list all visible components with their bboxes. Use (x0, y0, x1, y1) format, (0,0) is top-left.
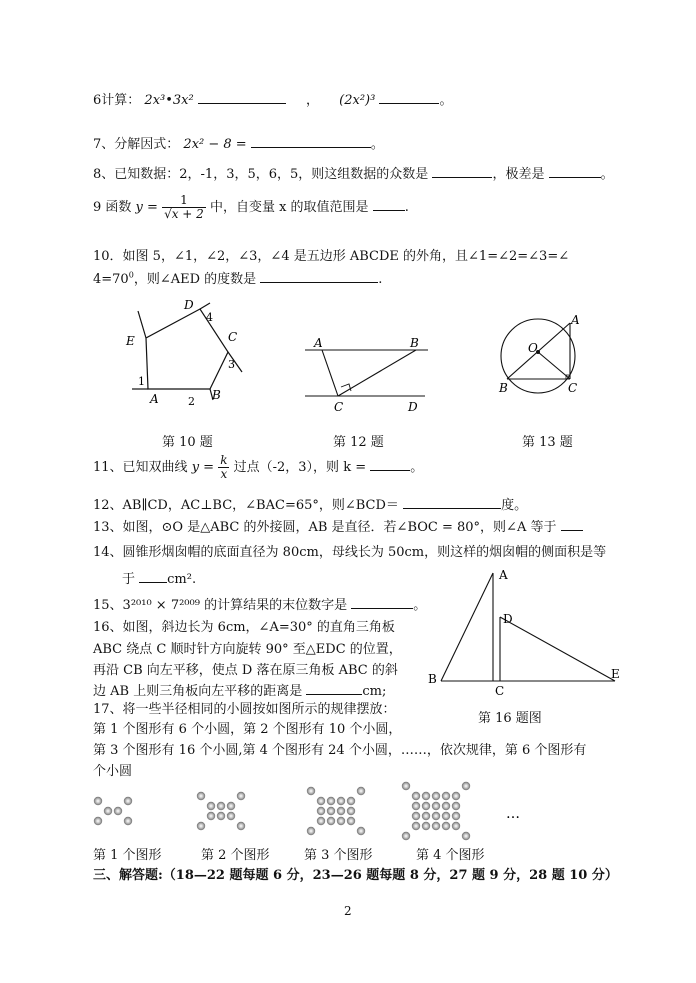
fig10-label-a: A (150, 392, 159, 406)
section-3-heading: 三、解答题:（18—22 题每题 6 分，23—26 题每题 8 分，27 题 9 分，28 题 10 分） (93, 868, 618, 883)
patterns-ellipsis: … (506, 806, 520, 822)
figure-13-circle (494, 312, 594, 412)
pattern-4-circle (452, 822, 460, 830)
q9-rest: 中，自变量 x 的取值范围是 (209, 200, 369, 216)
q8-answer-blank-1[interactable] (432, 165, 492, 178)
q14-line2a: 于 (122, 572, 136, 587)
pattern-4-circle (442, 822, 450, 830)
q7-expr: 2x² − 8 = (183, 137, 247, 152)
question-14-line-2 (122, 568, 196, 587)
q11-fraction (218, 454, 229, 481)
pattern-2-circle (217, 812, 225, 820)
fig13-label-a: A (571, 313, 580, 327)
question-17-line-3 (93, 739, 591, 758)
question-9 (93, 194, 409, 221)
fig12-caption: 第 12 题 (333, 435, 384, 450)
q14-line2b: cm². (167, 572, 197, 587)
fig12-label-a: A (314, 336, 323, 350)
pattern-1-circle (94, 797, 102, 805)
pattern-4-circle (442, 802, 450, 810)
pattern-4-circle (442, 792, 450, 800)
q10-line2b: ，则∠AED 的度数是 (133, 272, 257, 287)
pattern-2-circle (227, 802, 235, 810)
pattern-3-circle (307, 787, 315, 795)
question-17-line-4: 个小圆 (93, 764, 133, 779)
fig12-label-c: C (334, 400, 344, 414)
pattern-4-circle (432, 792, 440, 800)
question-14-line-1: 14、圆锥形烟囱帽的底面直径为 80cm，母线长为 50cm，则这样的烟囱帽的侧面积是等 (93, 545, 607, 560)
q7-label: 7、分解因式： (93, 137, 180, 152)
question-10-line-2 (93, 268, 382, 287)
fig13-label-o: O (528, 341, 538, 355)
pattern-3-circle (347, 807, 355, 815)
q6-expr2: (2x²)³ (339, 93, 376, 108)
fig10-label-3: 3 (228, 358, 235, 371)
pattern-1-circle (104, 807, 112, 815)
q13-text: 13、如图，⊙O 是△ABC 的外接圆，AB 是直径．若∠BOC = 80°，则∠A 等于 (93, 520, 557, 535)
pattern-2-circle (217, 802, 225, 810)
pattern-3-circle (357, 827, 365, 835)
question-15 (93, 594, 426, 613)
pattern-2-circle (227, 812, 235, 820)
q10-degree-sup: 0 (128, 270, 134, 280)
pattern-4-circle (422, 812, 430, 820)
q11-denominator: x (220, 467, 228, 482)
pattern-3-circle (327, 807, 335, 815)
question-12 (93, 494, 527, 513)
q6-end: 。 (439, 93, 453, 108)
fig10-label-4: 4 (206, 311, 213, 324)
fig13-label-b: B (499, 381, 508, 395)
fig16-label-c: C (495, 684, 505, 698)
question-13 (93, 516, 583, 535)
fig10-label-d: D (184, 298, 194, 312)
pattern-3-circle (317, 797, 325, 805)
pattern-3-circle (327, 817, 335, 825)
fig13-caption: 第 13 题 (522, 435, 573, 450)
question-10-line-1: 10．如图 5，∠1，∠2，∠3，∠4 是五边形 ABCDE 的外角，且∠1=∠2=∠3=∠ (93, 249, 570, 264)
q9-label: 9 函数 (93, 200, 132, 216)
q16-answer-blank[interactable] (306, 682, 362, 695)
q10-line2a: 4=70 (93, 272, 129, 287)
q9-end: . (404, 200, 409, 216)
pattern-4-circle (452, 812, 460, 820)
pattern-1-circle (124, 797, 132, 805)
pattern-3-circle (307, 827, 315, 835)
fig16-label-a: A (499, 568, 508, 582)
pattern-3-circle (357, 787, 365, 795)
pattern-4-circle (412, 822, 420, 830)
pattern-4-circle (422, 792, 430, 800)
q13-answer-blank[interactable] (561, 518, 583, 531)
pattern-4-circle (462, 832, 470, 840)
pattern-3-circle (317, 817, 325, 825)
pattern-4-circle (422, 822, 430, 830)
pattern-4-circle (402, 832, 410, 840)
q11-numerator: k (220, 453, 228, 467)
q17-line3: 第 3 个图形有 16 个小圆,第 4 个图形有 24 个小圆，……，依次规律，第 6 个图形有 (93, 743, 587, 758)
q11-answer-blank[interactable] (370, 458, 410, 471)
q6-answer-blank-2[interactable] (379, 91, 439, 104)
pattern-2-circle (207, 812, 215, 820)
q9-denominator: √x + 2 (164, 207, 204, 222)
q15-text: 15、3²⁰¹⁰ × 7²⁰⁰⁹ 的计算结果的末位数字是 (93, 598, 348, 613)
pattern-4-circle (452, 802, 460, 810)
question-16-line-3: 再沿 CB 向左平移，使点 D 落在原三角板 ABC 的斜 (93, 663, 398, 678)
q11-y: y = (191, 460, 215, 476)
fig10-label-b: B (212, 388, 221, 402)
fig10-caption: 第 10 题 (162, 435, 213, 450)
q6-answer-blank-1[interactable] (198, 91, 286, 104)
q8-mid: ，极差是 (492, 167, 545, 182)
pattern-2-circle (237, 822, 245, 830)
fig16-label-d: D (503, 612, 513, 626)
pattern-4-circle (442, 812, 450, 820)
pattern-2-circle (237, 792, 245, 800)
question-17-line-1: 17、将一些半径相同的小圆按如图所示的规律摆放： (93, 702, 396, 717)
figure-10-pentagon (118, 295, 278, 410)
pattern-1-circle (94, 817, 102, 825)
fig12-label-d: D (408, 400, 418, 414)
q6-expr1: 2x³•3x² (144, 93, 194, 108)
pattern-2-circle (207, 802, 215, 810)
q10-answer-blank[interactable] (260, 270, 378, 283)
pattern-4-caption: 第 4 个图形 (416, 848, 485, 863)
q11-end: 。 (410, 460, 424, 476)
q12-text: 12、AB∥CD，AC⊥BC，∠BAC=65°，则∠BCD＝ (93, 498, 399, 513)
pattern-2-circle (197, 822, 205, 830)
pattern-4-circle (452, 792, 460, 800)
question-11 (93, 454, 423, 481)
fig10-label-c: C (228, 330, 238, 344)
pattern-3-circle (347, 817, 355, 825)
question-6 (93, 89, 452, 108)
pattern-3-caption: 第 3 个图形 (304, 848, 373, 863)
q9-fraction (162, 194, 206, 221)
question-8 (93, 163, 614, 182)
pattern-4-circle (412, 802, 420, 810)
q10-end: . (378, 272, 383, 287)
figure-12-parallel-lines (300, 335, 435, 415)
fig10-label-e: E (126, 334, 135, 348)
q9-answer-blank[interactable] (373, 198, 405, 211)
q9-numerator: 1 (162, 194, 206, 208)
pattern-4-circle (432, 812, 440, 820)
pattern-3-circle (317, 807, 325, 815)
question-16-line-1: 16、如图，斜边长为 6cm，∠A=30° 的直角三角板 (93, 620, 395, 635)
pattern-4-circle (412, 812, 420, 820)
pattern-1-circle (114, 807, 122, 815)
pattern-3-circle (337, 797, 345, 805)
q11-label: 11、已知双曲线 (93, 460, 188, 476)
q8-end: 。 (600, 167, 614, 182)
pentagon-shape (146, 309, 228, 389)
pattern-2-caption: 第 2 个图形 (201, 848, 270, 863)
pattern-3-circle (337, 807, 345, 815)
pattern-2-circle (197, 792, 205, 800)
q7-end: 。 (370, 137, 384, 152)
question-16-line-2: ABC 绕点 C 顺时针方向旋转 90° 至△EDC 的位置， (93, 642, 402, 657)
fig16-label-b: B (428, 672, 437, 686)
pattern-1-circle (124, 817, 132, 825)
pattern-4-circle (432, 802, 440, 810)
q15-end: 。 (413, 598, 427, 613)
pattern-3-circle (347, 797, 355, 805)
question-7 (93, 133, 384, 152)
pattern-1-caption: 第 1 个图形 (93, 848, 162, 863)
pattern-4-circle (432, 822, 440, 830)
page-number: 2 (344, 904, 352, 918)
question-17-line-2: 第 1 个图形有 6 个小圆，第 2 个图形有 10 个小圆， (93, 722, 402, 737)
q16-line4b: cm; (362, 684, 387, 699)
fig16-label-e: E (611, 667, 620, 681)
q6-separator: ， (306, 93, 320, 108)
q9-y: y = (135, 200, 158, 216)
pattern-4-circle (462, 782, 470, 790)
pattern-4-circle (412, 792, 420, 800)
q12-end: 度。 (501, 498, 528, 513)
figure-16-triangles (425, 565, 630, 700)
q12-answer-blank[interactable] (403, 496, 501, 509)
q15-answer-blank[interactable] (351, 596, 413, 609)
q11-rest: 过点（-2，3），则 k = (233, 460, 367, 476)
fig16-caption: 第 16 题图 (478, 711, 542, 726)
fig10-label-1: 1 (138, 375, 145, 388)
q14-answer-blank[interactable] (139, 570, 167, 583)
pattern-3-circle (337, 817, 345, 825)
fig13-label-c: C (568, 381, 578, 395)
pattern-4-circle (402, 782, 410, 790)
fig12-label-b: B (410, 336, 419, 350)
pattern-4-circle (422, 802, 430, 810)
question-16-line-4 (93, 680, 386, 699)
circle-patterns (93, 780, 533, 842)
q8-text: 8、已知数据：2，-1，3，5，6，5，则这组数据的众数是 (93, 167, 429, 182)
fig10-label-2: 2 (188, 395, 195, 408)
q6-label: 6计算： (93, 93, 141, 108)
q7-answer-blank[interactable] (251, 135, 371, 148)
pattern-3-circle (327, 797, 335, 805)
q8-answer-blank-2[interactable] (549, 165, 601, 178)
q16-line4a: 边 AB 上则三角板向左平移的距离是 (93, 684, 303, 699)
